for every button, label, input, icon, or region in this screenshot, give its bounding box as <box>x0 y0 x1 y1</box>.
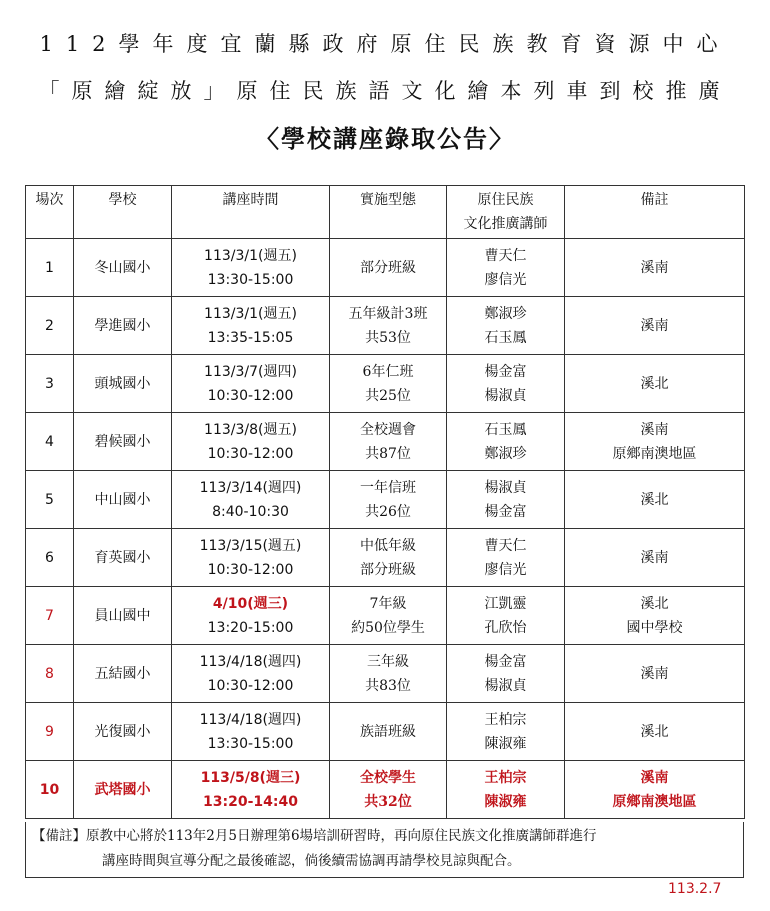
lecturer-1: 楊淑貞 <box>484 479 527 496</box>
lecture-hours: 13:20-14:40 <box>203 793 298 810</box>
implementation-format <box>330 587 447 645</box>
lecturer-1: 楊金富 <box>484 653 527 670</box>
lecture-hours: 13:30-15:00 <box>207 271 294 288</box>
format-line1: 族語班級 <box>360 723 416 740</box>
header-lecture-time: 講座時間 <box>172 186 330 239</box>
lecture-date: 113/3/8(週五) <box>204 421 297 438</box>
page-subtitle: 〈學校講座錄取公告〉 <box>255 124 515 153</box>
lecture-date: 113/4/18(週四) <box>199 653 302 670</box>
format-line1: 全校週會 <box>360 421 416 438</box>
table-row <box>26 239 745 297</box>
table-row <box>26 587 745 645</box>
session-number: 2 <box>26 297 74 355</box>
school-name: 光復國小 <box>74 703 172 761</box>
page-title-line1: 112學年度宜蘭縣政府原住民族教育資源中心 <box>39 32 731 56</box>
school-name: 育英國小 <box>74 529 172 587</box>
format-line1: 三年級 <box>367 653 409 670</box>
session-number: 5 <box>26 471 74 529</box>
format-line1: 中低年級 <box>360 537 416 554</box>
remark-region: 溪北 <box>640 595 669 612</box>
lecturers <box>447 297 565 355</box>
remark-line1: 【備註】原教中心將於113年2月5日辦理第6場培訓研習時，再向原住民族文化推廣講師群進行 <box>32 828 597 844</box>
table-row <box>26 703 745 761</box>
implementation-format <box>330 703 447 761</box>
remark-region: 溪南 <box>640 665 669 682</box>
format-line2: 部分班級 <box>360 561 416 578</box>
lecture-hours: 8:40-10:30 <box>212 503 289 520</box>
lecturers <box>447 471 565 529</box>
format-line2: 共25位 <box>365 387 411 404</box>
header-lecturer <box>447 186 565 239</box>
lecturer-2: 廖信光 <box>484 271 527 288</box>
header-format: 實施型態 <box>330 186 447 239</box>
lecture-date: 113/3/7(週四) <box>204 363 297 380</box>
lecture-date: 4/10(週三) <box>212 595 289 612</box>
lecture-date: 113/3/14(週四) <box>199 479 302 496</box>
remark-region: 溪南 <box>640 259 669 276</box>
header-school: 學校 <box>74 186 172 239</box>
lecturer-1: 王柏宗 <box>484 711 527 728</box>
lecture-hours: 10:30-12:00 <box>207 561 294 578</box>
implementation-format <box>330 529 447 587</box>
format-line2: 共32位 <box>364 793 412 810</box>
lecture-date: 113/5/8(週三) <box>200 769 301 786</box>
lecturers <box>447 645 565 703</box>
format-line2: 共26位 <box>365 503 411 520</box>
remark-detail: 國中學校 <box>626 619 683 636</box>
lecture-hours: 13:35-15:05 <box>207 329 294 346</box>
lecture-hours: 10:30-12:00 <box>207 445 294 462</box>
remark-region: 溪北 <box>640 723 669 740</box>
format-line1: 部分班級 <box>360 259 416 276</box>
row-remark <box>565 355 745 413</box>
table-row <box>26 645 745 703</box>
announcement-date: 113.2.7 <box>668 881 722 897</box>
lecturer-1: 楊金富 <box>484 363 527 380</box>
page-title-line2: 「原繪綻放」原住民族語文化繪本列車到校推廣 <box>38 79 732 103</box>
row-remark <box>565 761 745 819</box>
remark-region: 溪北 <box>640 375 669 392</box>
format-line1: 6年仁班 <box>362 363 414 380</box>
lecture-time <box>172 297 330 355</box>
lecture-hours: 13:20-15:00 <box>207 619 294 636</box>
implementation-format <box>330 761 447 819</box>
lecturers <box>447 761 565 819</box>
session-number: 7 <box>26 587 74 645</box>
remark-line2: 講座時間與宣導分配之最後確認，倘後續需協調再請學校見諒與配合。 <box>102 853 521 869</box>
remark-region: 溪北 <box>640 491 669 508</box>
remark-box <box>25 822 744 878</box>
lecture-time <box>172 529 330 587</box>
lecture-time <box>172 587 330 645</box>
lecture-time <box>172 471 330 529</box>
format-line1: 全校學生 <box>360 769 416 786</box>
lecturer-1: 曹天仁 <box>484 537 527 554</box>
lecturers <box>447 703 565 761</box>
implementation-format <box>330 355 447 413</box>
session-number: 1 <box>26 239 74 297</box>
row-remark <box>565 297 745 355</box>
lecturer-1: 鄭淑珍 <box>484 305 527 322</box>
lecturers <box>447 529 565 587</box>
lecture-hours: 10:30-12:00 <box>207 387 294 404</box>
row-remark <box>565 529 745 587</box>
row-remark <box>565 703 745 761</box>
table-row <box>26 529 745 587</box>
implementation-format <box>330 239 447 297</box>
row-remark <box>565 413 745 471</box>
lecture-time <box>172 761 330 819</box>
implementation-format <box>330 471 447 529</box>
lecturer-2: 石玉鳳 <box>484 329 527 346</box>
lecture-time <box>172 645 330 703</box>
remark-region: 溪南 <box>640 769 669 786</box>
lecturer-2: 楊金富 <box>484 503 527 520</box>
header-remark: 備註 <box>565 186 745 239</box>
remark-region: 溪南 <box>640 317 669 334</box>
format-line2: 共83位 <box>365 677 411 694</box>
format-line1: 7年級 <box>369 595 407 612</box>
remark-region: 溪南 <box>640 549 669 566</box>
row-remark <box>565 587 745 645</box>
lecturer-2: 楊淑貞 <box>484 677 527 694</box>
header-lecturer-line1: 原住民族 <box>477 192 534 208</box>
session-number: 9 <box>26 703 74 761</box>
lecturer-2: 鄭淑珍 <box>484 445 527 462</box>
session-number: 3 <box>26 355 74 413</box>
lecture-date: 113/3/15(週五) <box>199 537 302 554</box>
session-number: 10 <box>26 761 74 819</box>
format-line1: 一年信班 <box>360 479 416 496</box>
table-row <box>26 761 745 819</box>
school-name: 員山國中 <box>74 587 172 645</box>
lecture-date: 113/4/18(週四) <box>199 711 302 728</box>
lecture-schedule-table <box>25 185 745 819</box>
format-line1: 五年級計3班 <box>348 305 428 322</box>
session-number: 8 <box>26 645 74 703</box>
lecturer-2: 陳淑雍 <box>484 793 527 810</box>
table-header-row <box>26 186 745 239</box>
implementation-format <box>330 645 447 703</box>
lecturers <box>447 239 565 297</box>
lecture-hours: 10:30-12:00 <box>207 677 294 694</box>
lecturer-2: 楊淑貞 <box>484 387 527 404</box>
lecturer-1: 王柏宗 <box>484 769 527 786</box>
remark-detail: 原鄉南澳地區 <box>612 793 697 810</box>
session-number: 6 <box>26 529 74 587</box>
lecturer-2: 孔欣怡 <box>484 619 527 636</box>
lecture-date: 113/3/1(週五) <box>204 305 297 322</box>
lecturer-2: 廖信光 <box>484 561 527 578</box>
table-row <box>26 471 745 529</box>
school-name: 頭城國小 <box>74 355 172 413</box>
lecture-time <box>172 413 330 471</box>
remark-detail: 原鄉南澳地區 <box>612 445 697 462</box>
remark-region: 溪南 <box>640 421 669 438</box>
lecturers <box>447 587 565 645</box>
lecture-time <box>172 703 330 761</box>
row-remark <box>565 239 745 297</box>
implementation-format <box>330 413 447 471</box>
lecturers <box>447 355 565 413</box>
school-name: 冬山國小 <box>74 239 172 297</box>
table-row <box>26 297 745 355</box>
implementation-format <box>330 297 447 355</box>
session-number: 4 <box>26 413 74 471</box>
format-line2: 共87位 <box>365 445 411 462</box>
lecture-date: 113/3/1(週五) <box>204 247 297 264</box>
school-name: 中山國小 <box>74 471 172 529</box>
lecturer-1: 曹天仁 <box>484 247 527 264</box>
header-session: 場次 <box>26 186 74 239</box>
school-name: 武塔國小 <box>74 761 172 819</box>
table-row <box>26 355 745 413</box>
lecture-hours: 13:30-15:00 <box>207 735 294 752</box>
table-row <box>26 413 745 471</box>
school-name: 碧候國小 <box>74 413 172 471</box>
lecturer-2: 陳淑雍 <box>484 735 527 752</box>
school-name: 學進國小 <box>74 297 172 355</box>
lecturers <box>447 413 565 471</box>
lecture-time <box>172 239 330 297</box>
lecture-time <box>172 355 330 413</box>
row-remark <box>565 645 745 703</box>
lecturer-1: 江凱靈 <box>484 595 527 612</box>
format-line2: 約50位學生 <box>351 619 425 636</box>
school-name: 五結國小 <box>74 645 172 703</box>
format-line2: 共53位 <box>365 329 411 346</box>
row-remark <box>565 471 745 529</box>
header-lecturer-line2: 文化推廣講師 <box>463 216 548 232</box>
lecturer-1: 石玉鳳 <box>484 421 527 438</box>
